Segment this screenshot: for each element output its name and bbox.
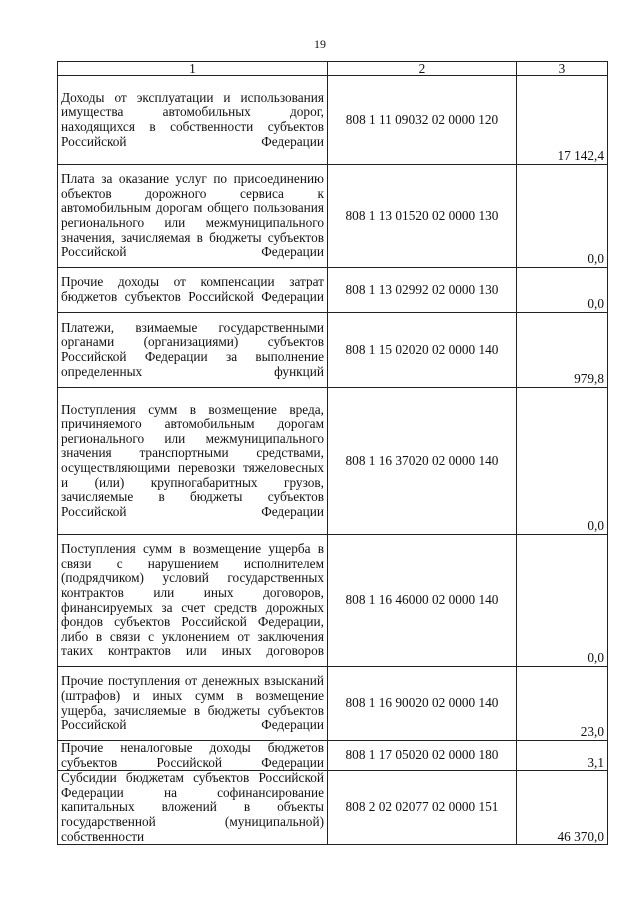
table-row bbox=[58, 165, 608, 268]
table-row bbox=[58, 771, 608, 845]
row-amount: 3,1 bbox=[517, 741, 608, 771]
row-code: 808 1 13 02992 02 0000 130 bbox=[328, 268, 517, 313]
table-row bbox=[58, 313, 608, 388]
row-description: Прочие поступления от денежных взысканий (штрафов) и иных сумм в возмещение ущерба, зачисляемые в бюджеты субъектов Российской Федерации bbox=[58, 667, 328, 741]
row-amount: 0,0 bbox=[517, 388, 608, 535]
row-code: 808 1 15 02020 02 0000 140 bbox=[328, 313, 517, 388]
row-description: Поступления сумм в возмещение вреда, причиняемого автомобильным дорогам регионального или межмуниципального значения транспортными средствами, осуществляющими перевозки тяжеловесных и (или) крупногабаритных грузов, зачисляемые в бюджеты субъектов Российской Федерации bbox=[58, 388, 328, 535]
row-description: Прочие доходы от компенсации затрат бюджетов субъектов Российской Федерации bbox=[58, 268, 328, 313]
row-amount: 46 370,0 bbox=[517, 771, 608, 845]
table-row bbox=[58, 268, 608, 313]
table-row bbox=[58, 535, 608, 667]
row-amount: 0,0 bbox=[517, 268, 608, 313]
table-row bbox=[58, 76, 608, 165]
row-code: 808 1 16 46000 02 0000 140 bbox=[328, 535, 517, 667]
row-code: 808 1 11 09032 02 0000 120 bbox=[328, 76, 517, 165]
row-code: 808 2 02 02077 02 0000 151 bbox=[328, 771, 517, 845]
table-row bbox=[58, 741, 608, 771]
row-description: Субсидии бюджетам субъектов Российской Федерации на софинансирование капитальных вложений в объекты государственной (муниципальной) собственности bbox=[58, 771, 328, 845]
row-amount: 979,8 bbox=[517, 313, 608, 388]
row-code: 808 1 16 90020 02 0000 140 bbox=[328, 667, 517, 741]
row-description: Платежи, взимаемые государственными органами (организациями) субъектов Российской Федерации за выполнение определенных функций bbox=[58, 313, 328, 388]
row-description: Поступления сумм в возмещение ущерба в связи с нарушением исполнителем (подрядчиком) условий государственных контрактов или иных договоров, финансируемых за счет средств дорожных фондов субъектов Российской Федерации, либо в связи с уклонением от заключения таких контрактов или иных договоров bbox=[58, 535, 328, 667]
budget-revenue-table bbox=[57, 61, 608, 845]
row-amount: 23,0 bbox=[517, 667, 608, 741]
table-row bbox=[58, 388, 608, 535]
row-code: 808 1 13 01520 02 0000 130 bbox=[328, 165, 517, 268]
column-header-code: 2 bbox=[328, 62, 517, 76]
row-description: Доходы от эксплуатации и использования имущества автомобильных дорог, находящихся в собственности субъектов Российской Федерации bbox=[58, 76, 328, 165]
page-number: 19 bbox=[314, 37, 326, 51]
row-code: 808 1 17 05020 02 0000 180 bbox=[328, 741, 517, 771]
table-header-row bbox=[58, 62, 608, 76]
column-header-amount: 3 bbox=[517, 62, 608, 76]
row-description: Прочие неналоговые доходы бюджетов субъектов Российской Федерации bbox=[58, 741, 328, 771]
row-description: Плата за оказание услуг по присоединению объектов дорожного сервиса к автомобильным дорогам общего пользования регионального или межмуниципального значения, зачисляемая в бюджеты субъектов Российской Федерации bbox=[58, 165, 328, 268]
row-amount: 0,0 bbox=[517, 165, 608, 268]
row-amount: 0,0 bbox=[517, 535, 608, 667]
row-code: 808 1 16 37020 02 0000 140 bbox=[328, 388, 517, 535]
table-row bbox=[58, 667, 608, 741]
column-header-description: 1 bbox=[58, 62, 328, 76]
row-amount: 17 142,4 bbox=[517, 76, 608, 165]
